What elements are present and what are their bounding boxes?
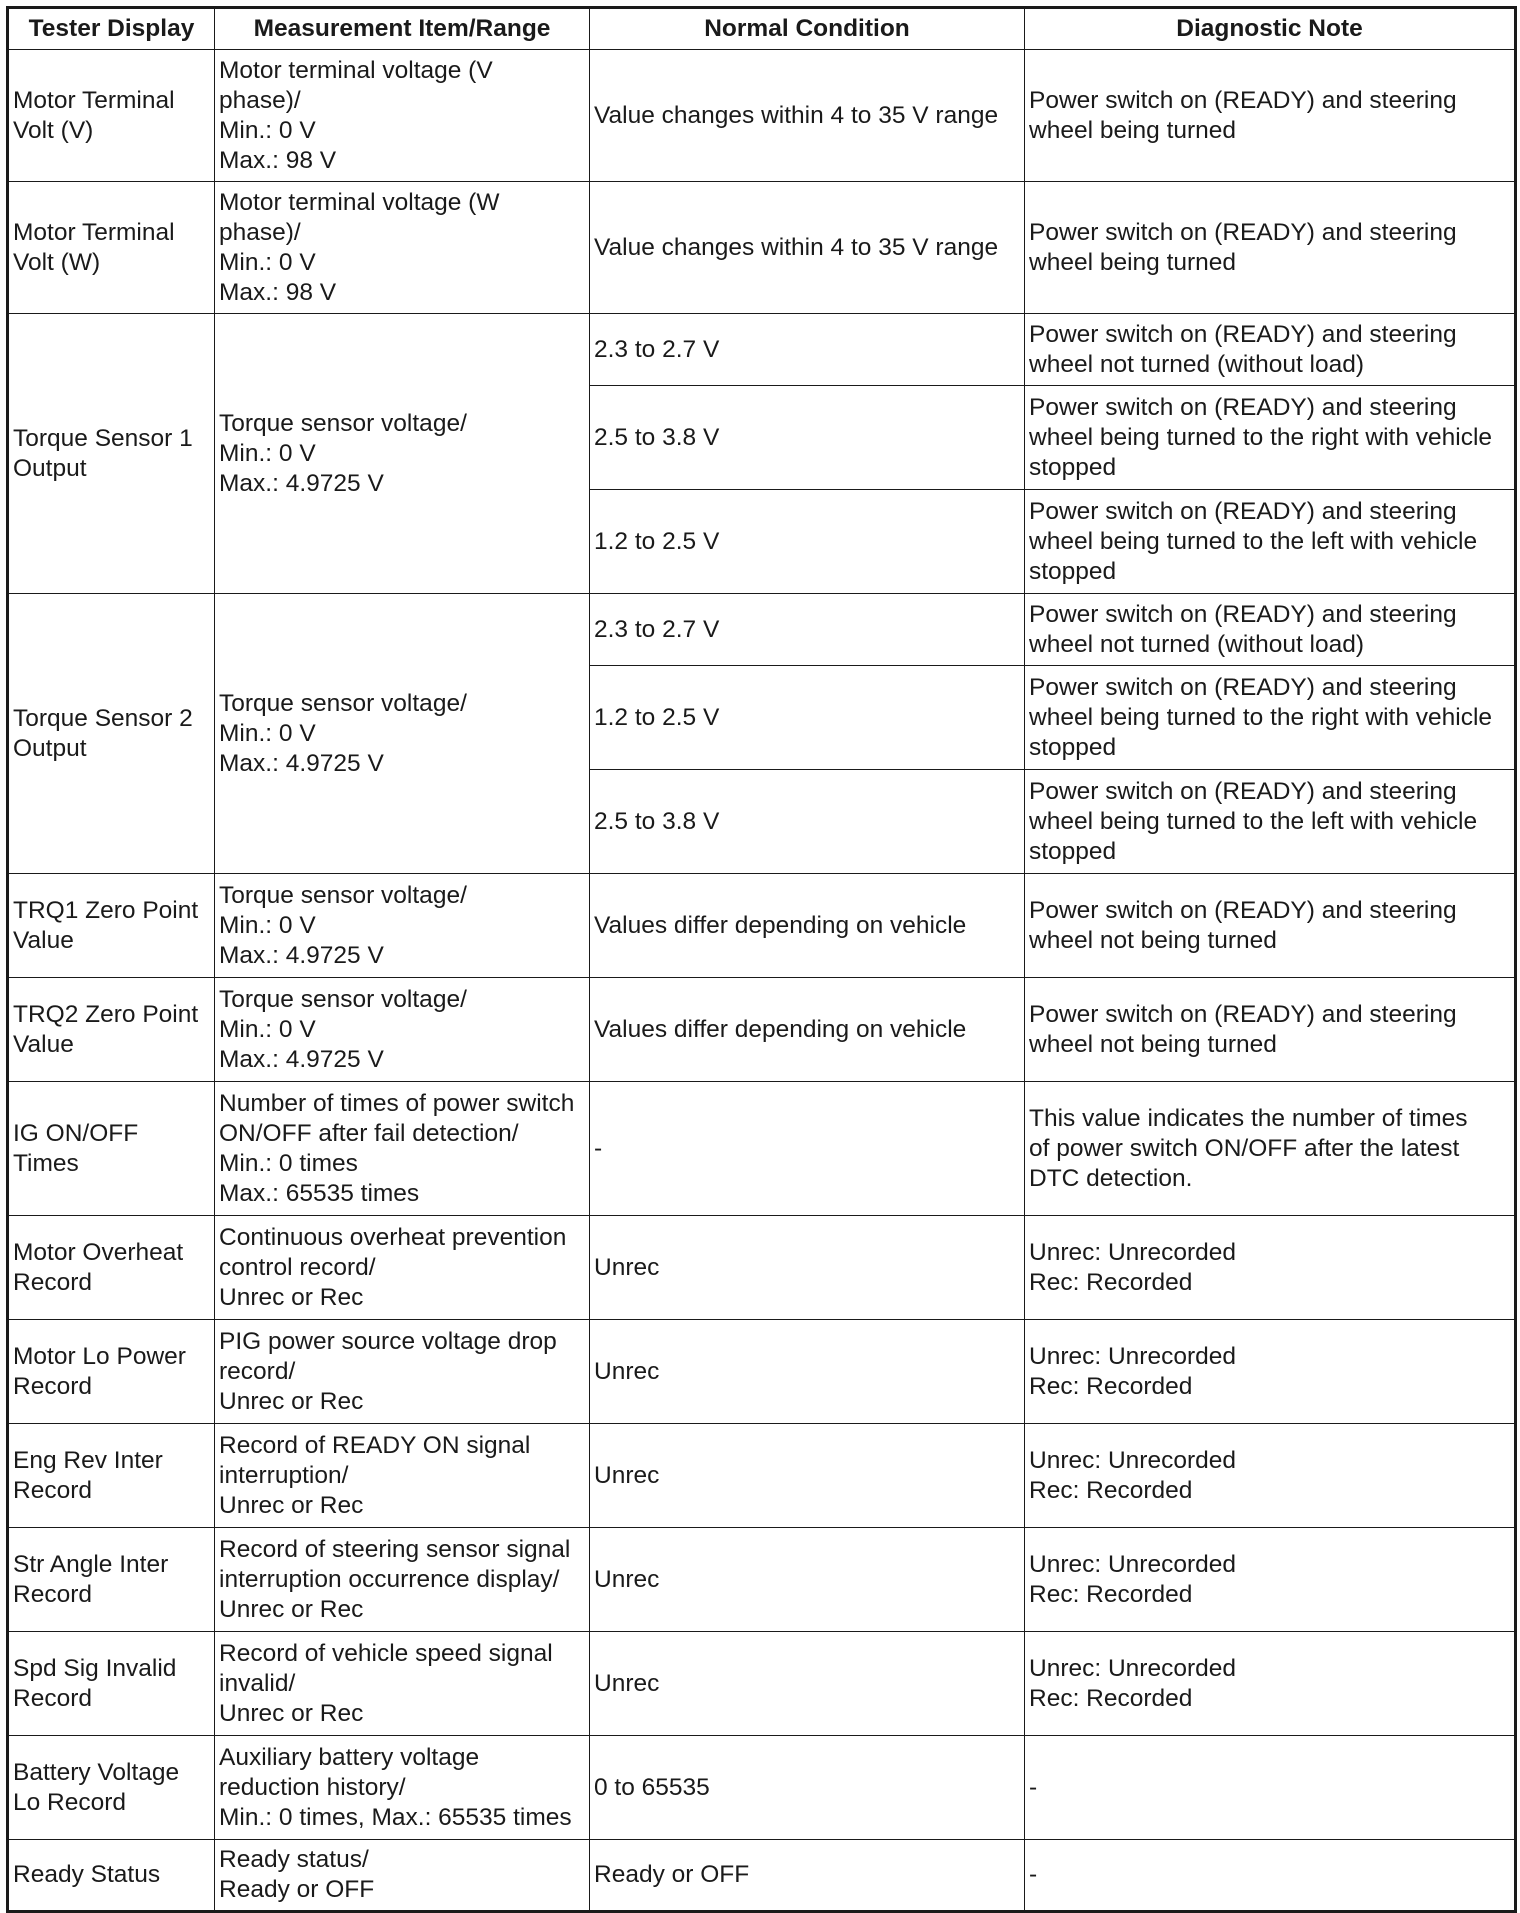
cell-measurement — [215, 1424, 590, 1528]
cell-line: Record of steering sensor signal — [219, 1535, 571, 1563]
cell-tester-display — [8, 182, 215, 314]
cell-normal-condition: Ready or OFF — [590, 1840, 1025, 1912]
cell-tester-display — [8, 1528, 215, 1632]
table-row — [8, 874, 1516, 978]
cell-line: Ready status/ — [219, 1846, 369, 1873]
cell-line: Record — [13, 1476, 92, 1504]
cell-line: Lo Record — [13, 1788, 127, 1816]
cell-line: wheel being turned — [1029, 248, 1237, 276]
cell-normal-condition: Unrec — [590, 1632, 1025, 1736]
cell-line: Motor terminal voltage (W — [219, 188, 500, 216]
cell-tester-display — [8, 314, 215, 594]
cell-line: Record — [13, 1684, 92, 1712]
cell-line: Power switch on (READY) and steering — [1029, 218, 1457, 246]
cell-measurement — [215, 1320, 590, 1424]
cell-line: Number of times of power switch — [219, 1089, 575, 1117]
cell-line: PIG power source voltage drop — [219, 1327, 557, 1355]
cell-line: Unrec or Rec — [219, 1491, 364, 1519]
cell-measurement — [215, 594, 590, 874]
cell-line: - — [1029, 1861, 1038, 1888]
cell-diagnostic-note — [1025, 1424, 1516, 1528]
cell-measurement — [215, 1528, 590, 1632]
cell-line: Str Angle Inter — [13, 1550, 169, 1578]
cell-measurement — [215, 1216, 590, 1320]
cell-line: Motor Terminal — [13, 86, 175, 114]
cell-line: reduction history/ — [219, 1773, 406, 1801]
table-row — [8, 594, 1516, 666]
cell-line: Power switch on (READY) and steering — [1029, 777, 1457, 805]
cell-line: - — [1029, 1773, 1038, 1801]
cell-line: Output — [13, 734, 87, 762]
cell-line: stopped — [1029, 837, 1117, 865]
cell-line: Battery Voltage — [13, 1758, 180, 1786]
cell-tester-display — [8, 1632, 215, 1736]
table-header-row — [8, 8, 1516, 50]
cell-diagnostic-note — [1025, 770, 1516, 874]
cell-line: Power switch on (READY) and steering — [1029, 86, 1457, 114]
cell-normal-condition: - — [590, 1082, 1025, 1216]
cell-tester-display — [8, 1216, 215, 1320]
table-body — [8, 50, 1516, 1912]
cell-normal-condition: Unrec — [590, 1528, 1025, 1632]
cell-line: Ready Status — [13, 1861, 161, 1888]
cell-line: Unrec: Unrecorded — [1029, 1342, 1236, 1370]
cell-line: Motor Lo Power — [13, 1342, 186, 1370]
cell-line: DTC detection. — [1029, 1164, 1193, 1192]
cell-line: wheel not being turned — [1029, 926, 1277, 954]
cell-line: Unrec: Unrecorded — [1029, 1446, 1236, 1474]
cell-line: Torque sensor voltage/ — [219, 409, 467, 437]
cell-normal-condition: Values differ depending on vehicle — [590, 874, 1025, 978]
cell-line: Motor terminal voltage (V — [219, 56, 493, 84]
cell-line: invalid/ — [219, 1669, 296, 1697]
cell-normal-condition: Unrec — [590, 1216, 1025, 1320]
cell-line: interruption/ — [219, 1461, 349, 1489]
cell-line: Min.: 0 V — [219, 911, 316, 939]
cell-line: Ready or OFF — [219, 1876, 375, 1903]
cell-line: Unrec: Unrecorded — [1029, 1238, 1236, 1266]
cell-diagnostic-note — [1025, 1216, 1516, 1320]
cell-normal-condition: 2.3 to 2.7 V — [590, 594, 1025, 666]
cell-line: Max.: 4.9725 V — [219, 1045, 384, 1073]
cell-line: ON/OFF after fail detection/ — [219, 1119, 519, 1147]
cell-diagnostic-note — [1025, 874, 1516, 978]
cell-line: Max.: 4.9725 V — [219, 749, 384, 777]
cell-tester-display — [8, 1082, 215, 1216]
cell-normal-condition: Values differ depending on vehicle — [590, 978, 1025, 1082]
cell-line: Record — [13, 1580, 92, 1608]
cell-normal-condition: 2.5 to 3.8 V — [590, 770, 1025, 874]
table-row — [8, 1736, 1516, 1840]
cell-diagnostic-note — [1025, 182, 1516, 314]
cell-normal-condition: Value changes within 4 to 35 V range — [590, 182, 1025, 314]
cell-normal-condition: 2.3 to 2.7 V — [590, 314, 1025, 386]
cell-line: Min.: 0 times, Max.: 65535 times — [219, 1803, 572, 1831]
cell-line: wheel not turned (without load) — [1029, 630, 1365, 658]
cell-measurement — [215, 50, 590, 182]
cell-line: TRQ1 Zero Point — [13, 896, 199, 924]
table-row — [8, 1082, 1516, 1216]
cell-line: stopped — [1029, 557, 1117, 585]
cell-line: IG ON/OFF — [13, 1119, 139, 1147]
cell-line: Rec: Recorded — [1029, 1268, 1193, 1296]
cell-line: Motor Terminal — [13, 218, 175, 246]
cell-tester-display — [8, 874, 215, 978]
table-row — [8, 978, 1516, 1082]
cell-line: stopped — [1029, 733, 1117, 761]
cell-diagnostic-note — [1025, 50, 1516, 182]
cell-diagnostic-note — [1025, 594, 1516, 666]
cell-line: Volt (W) — [13, 248, 101, 276]
cell-line: Max.: 98 V — [219, 146, 337, 174]
cell-tester-display — [8, 1840, 215, 1912]
cell-line: of power switch ON/OFF after the latest — [1029, 1134, 1460, 1162]
cell-line: Unrec: Unrecorded — [1029, 1550, 1236, 1578]
table-row — [8, 1320, 1516, 1424]
cell-line: wheel not turned (without load) — [1029, 350, 1365, 378]
cell-line: Spd Sig Invalid — [13, 1654, 177, 1682]
cell-line: TRQ2 Zero Point — [13, 1000, 199, 1028]
cell-tester-display — [8, 1320, 215, 1424]
table-row — [8, 1424, 1516, 1528]
cell-line: Max.: 4.9725 V — [219, 469, 384, 497]
cell-line: Times — [13, 1149, 79, 1177]
cell-line: Power switch on (READY) and steering — [1029, 320, 1457, 348]
cell-line: Power switch on (READY) and steering — [1029, 600, 1457, 628]
table-row — [8, 1632, 1516, 1736]
table-row — [8, 1216, 1516, 1320]
cell-measurement — [215, 1840, 590, 1912]
cell-line: wheel being turned to the left with vehicle — [1029, 527, 1478, 555]
cell-line: wheel being turned to the left with vehicle — [1029, 807, 1478, 835]
cell-line: Auxiliary battery voltage — [219, 1743, 480, 1771]
cell-line: Rec: Recorded — [1029, 1476, 1193, 1504]
cell-measurement — [215, 1736, 590, 1840]
column-header-tester-display: Tester Display — [8, 8, 215, 50]
cell-measurement — [215, 182, 590, 314]
cell-line: Output — [13, 454, 87, 482]
cell-line: phase)/ — [219, 218, 301, 246]
cell-line: Torque sensor voltage/ — [219, 689, 467, 717]
cell-line: Motor Overheat — [13, 1238, 184, 1266]
table-row — [8, 182, 1516, 314]
table-row — [8, 1840, 1516, 1912]
cell-line: Torque sensor voltage/ — [219, 985, 467, 1013]
cell-diagnostic-note — [1025, 314, 1516, 386]
cell-line: Record — [13, 1268, 92, 1296]
cell-line: record/ — [219, 1357, 296, 1385]
column-header-diagnostic-note: Diagnostic Note — [1025, 8, 1516, 50]
cell-line: Eng Rev Inter — [13, 1446, 163, 1474]
cell-normal-condition: 0 to 65535 — [590, 1736, 1025, 1840]
cell-line: Volt (V) — [13, 116, 94, 144]
cell-line: wheel being turned to the right with vehicle — [1029, 703, 1493, 731]
cell-line: Power switch on (READY) and steering — [1029, 497, 1457, 525]
cell-tester-display — [8, 1736, 215, 1840]
cell-tester-display — [8, 594, 215, 874]
cell-normal-condition: Unrec — [590, 1424, 1025, 1528]
cell-line: Min.: 0 V — [219, 719, 316, 747]
cell-normal-condition: 1.2 to 2.5 V — [590, 666, 1025, 770]
cell-line: Torque Sensor 1 — [13, 424, 193, 452]
cell-normal-condition: Unrec — [590, 1320, 1025, 1424]
cell-line: Power switch on (READY) and steering — [1029, 673, 1457, 701]
cell-line: control record/ — [219, 1253, 376, 1281]
cell-diagnostic-note — [1025, 1082, 1516, 1216]
cell-tester-display — [8, 50, 215, 182]
cell-line: Unrec or Rec — [219, 1283, 364, 1311]
cell-measurement — [215, 314, 590, 594]
cell-line: stopped — [1029, 453, 1117, 481]
cell-line: Unrec: Unrecorded — [1029, 1654, 1236, 1682]
cell-measurement — [215, 1632, 590, 1736]
cell-line: Rec: Recorded — [1029, 1372, 1193, 1400]
cell-measurement — [215, 978, 590, 1082]
cell-line: Min.: 0 times — [219, 1149, 358, 1177]
cell-line: Record of READY ON signal — [219, 1431, 531, 1459]
cell-line: Rec: Recorded — [1029, 1580, 1193, 1608]
column-header-measurement: Measurement Item/Range — [215, 8, 590, 50]
cell-line: wheel being turned — [1029, 116, 1237, 144]
cell-line: Min.: 0 V — [219, 1015, 316, 1043]
cell-line: Unrec or Rec — [219, 1595, 364, 1623]
cell-line: Max.: 65535 times — [219, 1179, 420, 1207]
cell-line: wheel not being turned — [1029, 1030, 1277, 1058]
cell-line: Min.: 0 V — [219, 248, 316, 276]
cell-line: Continuous overheat prevention — [219, 1223, 567, 1251]
cell-normal-condition: 2.5 to 3.8 V — [590, 386, 1025, 490]
cell-line: Record — [13, 1372, 92, 1400]
cell-line: Value — [13, 1030, 74, 1058]
cell-line: Min.: 0 V — [219, 116, 316, 144]
cell-tester-display — [8, 1424, 215, 1528]
cell-tester-display — [8, 978, 215, 1082]
cell-diagnostic-note — [1025, 1320, 1516, 1424]
cell-line: interruption occurrence display/ — [219, 1565, 560, 1593]
table-row — [8, 50, 1516, 182]
cell-diagnostic-note — [1025, 1528, 1516, 1632]
table-row — [8, 1528, 1516, 1632]
column-header-normal-condition: Normal Condition — [590, 8, 1025, 50]
cell-line: Unrec or Rec — [219, 1699, 364, 1727]
cell-line: Record of vehicle speed signal — [219, 1639, 553, 1667]
cell-diagnostic-note — [1025, 666, 1516, 770]
cell-diagnostic-note — [1025, 1840, 1516, 1912]
cell-line: Power switch on (READY) and steering — [1029, 1000, 1457, 1028]
cell-diagnostic-note — [1025, 1736, 1516, 1840]
cell-line: Power switch on (READY) and steering — [1029, 896, 1457, 924]
cell-measurement — [215, 1082, 590, 1216]
cell-line: Torque Sensor 2 — [13, 704, 193, 732]
cell-measurement — [215, 874, 590, 978]
table-row — [8, 314, 1516, 386]
cell-line: Max.: 4.9725 V — [219, 941, 384, 969]
cell-diagnostic-note — [1025, 386, 1516, 490]
cell-line: Value — [13, 926, 74, 954]
cell-line: Power switch on (READY) and steering — [1029, 393, 1457, 421]
cell-line: Max.: 98 V — [219, 278, 337, 306]
cell-line: This value indicates the number of times — [1029, 1104, 1468, 1132]
cell-diagnostic-note — [1025, 1632, 1516, 1736]
tester-data-table — [6, 6, 1517, 1913]
cell-normal-condition: Value changes within 4 to 35 V range — [590, 50, 1025, 182]
cell-line: Min.: 0 V — [219, 439, 316, 467]
cell-line: phase)/ — [219, 86, 301, 114]
cell-normal-condition: 1.2 to 2.5 V — [590, 490, 1025, 594]
cell-diagnostic-note — [1025, 490, 1516, 594]
cell-line: Unrec or Rec — [219, 1387, 364, 1415]
cell-line: Rec: Recorded — [1029, 1684, 1193, 1712]
cell-diagnostic-note — [1025, 978, 1516, 1082]
cell-line: wheel being turned to the right with vehicle — [1029, 423, 1493, 451]
cell-line: Torque sensor voltage/ — [219, 881, 467, 909]
